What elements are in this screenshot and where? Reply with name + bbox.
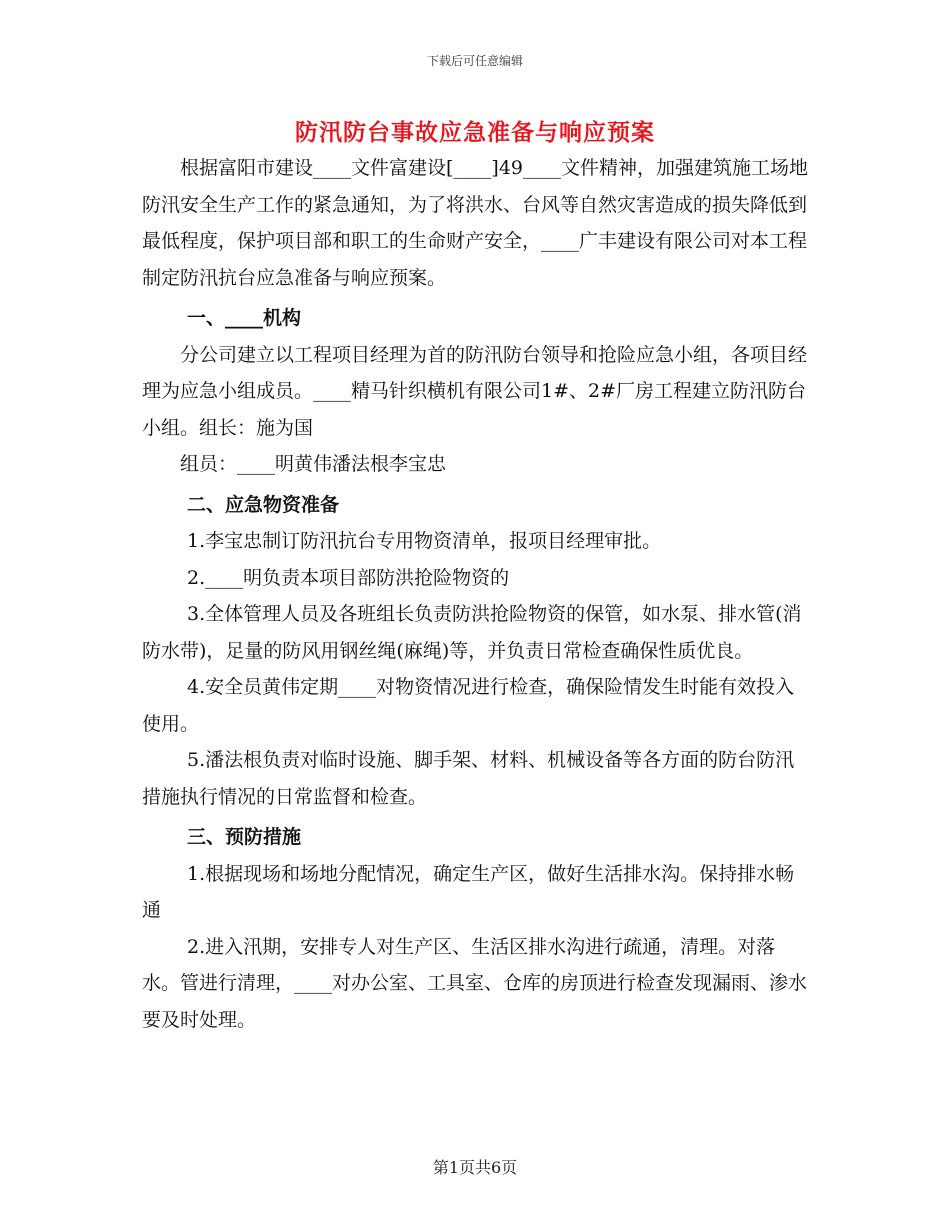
document-title: 防汛防台事故应急准备与响应预案 xyxy=(295,119,655,146)
list-item: 1.李宝忠制订防汛抗台专用物资清单，报项目经理审批。 xyxy=(187,530,662,552)
organization-paragraph: 分公司建立以工程项目经理为首的防汛防台领导和抢险应急小组，各项目经理为应急小组成员。____精马针织横机有限公司1#、2#厂房工程建立防汛防台小组。组长：施为国 xyxy=(142,343,808,439)
list-item: 3.全体管理人员及各班组长负责防洪抢险物资的保管，如水泵、排水管(消防水带)，足量的防风用钢丝绳(麻绳)等，并负责日常检查确保性质优良。 xyxy=(142,603,802,662)
list-item: 5.潘法根负责对临时设施、脚手架、材料、机械设备等各方面的防台防汛措施执行情况的日常监督和检查。 xyxy=(142,749,795,808)
page-footer: 第1页共6页 xyxy=(432,1158,518,1177)
list-item: 2.____明负责本项目部防洪抢险物资的 xyxy=(187,566,510,589)
list-item: 4.安全员黄伟定期____对物资情况进行检查，确保险情发生时能有效投入使用。 xyxy=(142,676,795,735)
section-heading-prevention: 三、预防措施 xyxy=(187,826,302,848)
members-paragraph: 组员：____明黄伟潘法根李宝忠 xyxy=(180,453,447,475)
section-heading-organization: 一、____机构 xyxy=(187,307,302,329)
header-note: 下载后可任意编辑 xyxy=(426,54,523,68)
intro-paragraph: 根据富阳市建设____文件富建设[____]49____文件精神，加强建筑施工场地防汛安全生产工作的紧急通知，为了将洪水、台风等自然灾害造成的损失降低到最低程度，保护项目部和职工的生命财产安全，____广丰建设有限公司对本工程制定防汛抗台应急准备与响应预案。 xyxy=(142,157,809,289)
list-item: 2.进入汛期，安排专人对生产区、生活区排水沟进行疏通，清理。对落水。管进行清理，____对办公室、工具室、仓库的房顶进行检查发现漏雨、渗水要及时处理。 xyxy=(142,935,808,1031)
section-heading-materials: 二、应急物资准备 xyxy=(187,493,340,516)
list-item: 1.根据现场和场地分配情况，确定生产区，做好生活排水沟。保持排水畅通 xyxy=(142,862,795,921)
document-body xyxy=(142,150,810,1038)
